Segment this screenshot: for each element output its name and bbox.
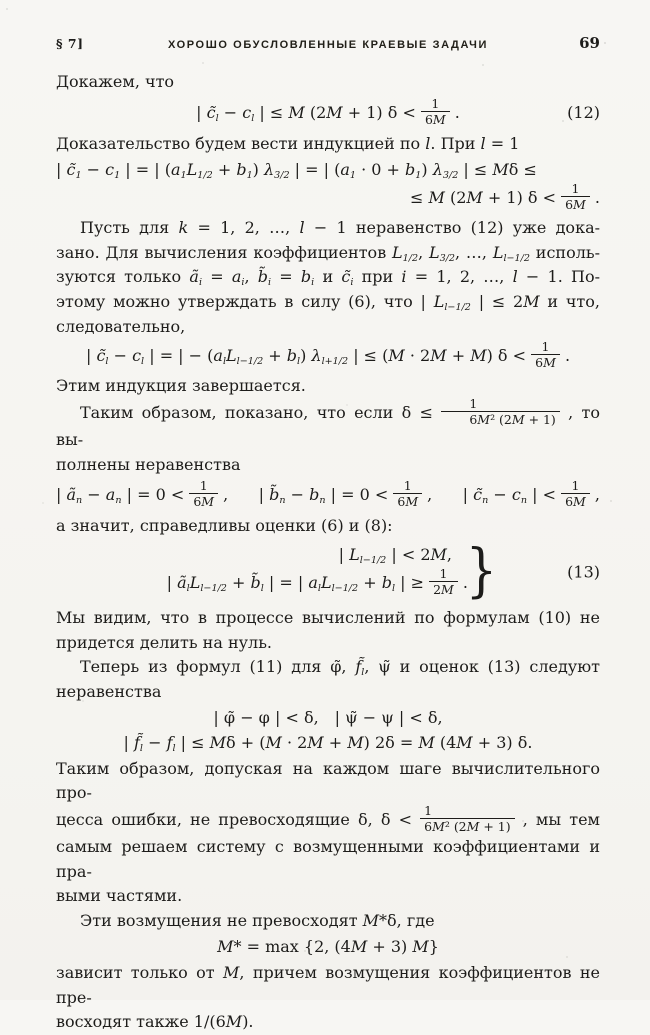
- paragraph-proof-intro: Доказательство будем вести индукцией по l. При l = 1: [56, 133, 520, 153]
- equation-line: | $c̃_1 - c_1$ | = | $(a_1L_{1/2} + b_1)$ $\lambda_{3/2}$ | = | $(a_1 \cdot 0 + b_1)$ $\lambda_{3/2}$ | ≤ Mδ ≤: [56, 160, 537, 182]
- equation-m-star: M* = max {2, (4M + 3) M}: [217, 937, 439, 957]
- paragraph-thus-shown: [56, 395, 600, 477]
- text-line: неравенства: [56, 681, 162, 701]
- equation-f: | $f̃_l - f_l$ | ≤ Mδ + (M · 2M + M) 2δ = M (4M + 3) δ.: [123, 733, 533, 754]
- text-line: восходят также 1/(6M).: [56, 1012, 254, 1032]
- equation-three-inequalities: [56, 478, 600, 510]
- equation-13-system: [56, 535, 600, 604]
- inequality-b: | $b̃_n - b_n$ | = 0 < $\frac{1}{6M}$ ,: [258, 478, 433, 510]
- text-line: Таким образом, показано, что если δ ≤ $\frac{1}{\text{6M² (2M + 1)}}$ , то вы-: [56, 395, 600, 450]
- equation-induction-step: | $c̃_l - c_l$ | = | − $(a_lL_{l-1/2} + b_l)$ $\lambda_{l+1/2}$ | ≤ (M · 2M + M) δ < $\frac{1}{6M}$ .: [85, 339, 571, 371]
- equation-phi-psi: | φ̃ − φ | < δ, | ψ̃ − ψ | < δ,: [213, 708, 443, 728]
- paragraph-depends: [56, 961, 600, 1035]
- system-row: | $ã_lL_{l-1/2}$ + $b̃_l$ | = | $a_lL_{l-1/2} + b_l$ | ≥ $\frac{1}{2M}$ .: [166, 565, 468, 597]
- equation-12-tag: (12): [567, 103, 600, 123]
- equation-13-tag: (13): [567, 562, 600, 582]
- equation-induction-base: [56, 159, 600, 213]
- paragraph-perturbations: Эти возмущения не превосходят M*δ, где: [80, 910, 435, 930]
- equation-line: ≤ M (2M + 1) δ < $\frac{1}{6M}$ .: [410, 180, 600, 213]
- text-line: зано. Для вычисления коэффициентов $L_{1/2}$, $L_{3/2}$, …, $L_{l-1/2}$ исполь-: [56, 242, 601, 264]
- text-line: самым решаем систему с возмущенными коэффициентами и пра-: [56, 836, 600, 881]
- text-line: Мы видим, что в процессе вычислений по формулам (10) не: [56, 608, 600, 628]
- paragraph-thus-allowing: [56, 757, 600, 909]
- text-line: этому можно утверждать в силу (6), что | $L_{l-1/2}$ | ≤ 2M и что,: [56, 291, 601, 313]
- paragraph-estimates: а значит, справедливы оценки (6) и (8):: [56, 516, 393, 536]
- running-title: ХОРОШО ОБУСЛОВЛЕННЫЕ КРАЕВЫЕ ЗАДАЧИ: [167, 39, 489, 51]
- paragraph-now-from: [56, 655, 600, 704]
- paragraph-suppose: [56, 216, 600, 339]
- system-row: | $L_{l-1/2}$ | < 2M,: [338, 545, 452, 566]
- system-brace: }: [465, 535, 498, 604]
- inequality-c: | $c̃_n - c_n$ | < $\frac{1}{6M}$ ,: [462, 478, 600, 510]
- text-line: Теперь из формул (11) для φ̃, $f̃_l$, ψ̃ и оценок (13) следуют: [80, 657, 600, 679]
- paragraph-induction-done: Этим индукция завершается.: [56, 376, 306, 396]
- equation-12: [56, 95, 600, 128]
- text-line: зависит только от M, причем возмущения коэффициентов не пре-: [56, 962, 601, 1007]
- text-line: выми частями.: [56, 886, 183, 906]
- inequality-a: | $ã_n - a_n$ | = 0 < $\frac{1}{6M}$ ,: [56, 478, 229, 510]
- section-number: § 7]: [56, 36, 84, 51]
- page-header: [56, 34, 600, 52]
- text-line: зуются только $ã_i = a_i$, $b̃_i = b_i$ и $c̃_i$ при i = 1, 2, …, l − 1. По-: [56, 267, 601, 289]
- text-line: следовательно,: [56, 316, 186, 336]
- text-line: Таким образом, допуская на каждом шаге вычислительного про-: [56, 758, 600, 803]
- paragraph-prove: Докажем, что: [56, 72, 175, 91]
- page-number: 69: [579, 34, 600, 52]
- text-line: Пусть для k = 1, 2, …, l − 1 неравенство (12) уже дока-: [80, 218, 601, 238]
- paragraph-we-see: [56, 606, 600, 655]
- equation-12-body: | $c̃_l - c_l$ | ≤ M (2M + 1) δ < $\frac{1}{6M}$ .: [196, 95, 460, 127]
- text-line: цесса ошибки, не превосходящие δ, δ < $\frac{1}{\text{6M² (2M + 1)}}$ , мы тем: [56, 802, 600, 834]
- text-line: полнены неравенства: [56, 454, 241, 474]
- text-line: придется делить на нуль.: [56, 632, 273, 652]
